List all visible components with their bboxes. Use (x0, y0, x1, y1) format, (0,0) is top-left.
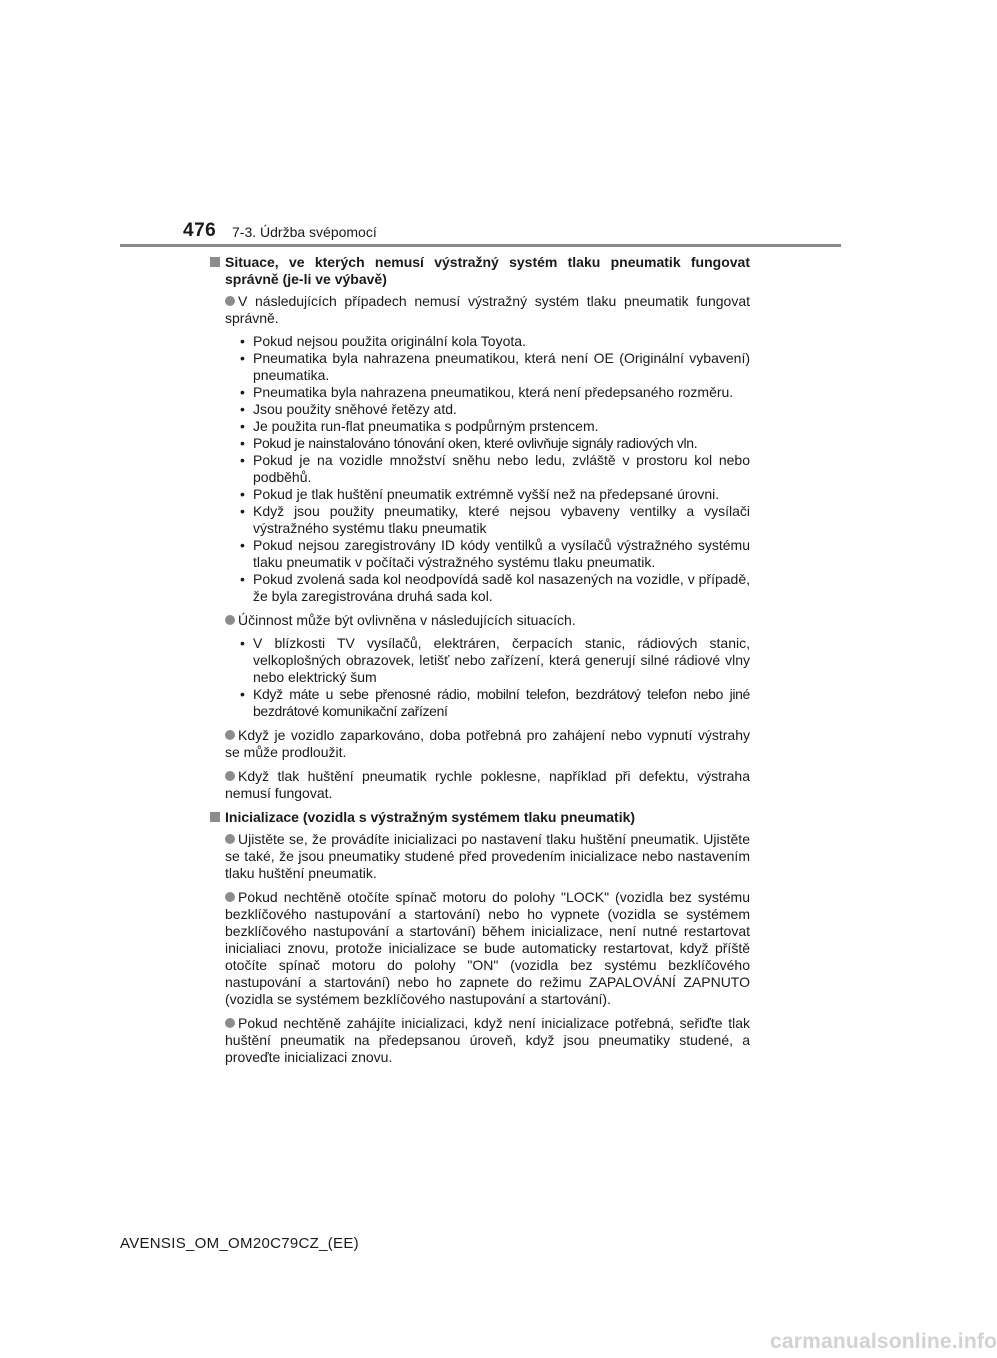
list-item-text: Účinnost může být ovlivněna v následujících situacích. (238, 612, 576, 628)
list-item (208, 768, 750, 802)
dot-bullet-icon: • (240, 537, 245, 553)
circle-bullet-icon (225, 730, 235, 740)
dot-bullet-icon: • (240, 503, 245, 519)
sub-list-item: • Pneumatika byla nahrazena pneumatikou, která není předepsaného rozměru. (240, 384, 734, 400)
dot-bullet-icon: • (240, 350, 245, 366)
circle-bullet-icon (225, 615, 235, 625)
circle-bullet-icon (225, 1018, 235, 1028)
content (208, 254, 750, 1073)
sub-list (225, 635, 750, 720)
dot-bullet-icon: • (240, 486, 245, 502)
circle-bullet-icon (225, 296, 235, 306)
list-item (208, 727, 750, 761)
list-item (208, 612, 750, 720)
section-heading-text: Inicializace (vozidla s výstražným systémem tlaku pneumatik) (225, 809, 636, 825)
sub-list-item: • Když máte u sebe přenosné rádio, mobilní telefon, bezdrátový telefon nebo jiné bezdrátové komunikační zařízení (240, 686, 750, 719)
dot-bullet-icon: • (240, 418, 245, 434)
sub-list-item: • Pokud zvolená sada kol neodpovídá sadě kol nasazených na vozidle, v případě, že byla zaregistrována druhá sada kol. (240, 571, 750, 604)
list-item-text: Pokud nechtěně zahájíte inicializaci, když není inicializace potřebná, seřiďte tlak huštění pneumatik na předepsanou úroveň, když jsou pneumatiky studené, a proveďte inicializaci znovu. (225, 1015, 750, 1065)
circle-bullet-icon (225, 892, 235, 902)
dot-bullet-icon: • (240, 635, 245, 651)
list-item-text: Ujistěte se, že provádíte inicializaci po nastavení tlaku huštění pneumatik. Ujistěte se také, že jsou pneumatiky studené před provedením inicializace nebo nastavením tlaku huštění pneumatik. (225, 831, 750, 881)
dot-bullet-icon: • (240, 384, 245, 400)
list-item-text: Pokud nechtěně otočíte spínač motoru do polohy "LOCK" (vozidla bez systému bezklíčového nastupování a startování) nebo ho vypnete (vozidla se systémem bezklíčového nastupování a startování) během inicializace, není nutné restartovat inicialiaci znovu, protože inicializace se bude automaticky restartovat, když příště otočíte spínač motoru do polohy "ON" (vozidla bez systému bezklíčového nastupování a startování) nebo ho zapnete do režimu ZAPALOVÁNÍ ZAPNUTO (vozidla se systémem bezklíčového nastupování a startování). (225, 889, 750, 1007)
sub-list-item: • Je použita run-flat pneumatika s podpůrným prstencem. (240, 418, 599, 434)
sub-list-item: • V blízkosti TV vysílačů, elektráren, čerpacích stanic, rádiových stanic, velkoplošných obrazovek, letišť nebo zařízení, která generují silné rádiové vlny nebo elektrický šum (240, 635, 750, 685)
list-item-text: Když je vozidlo zaparkováno, doba potřebná pro zahájení nebo vypnutí výstrahy se může prodloužit. (225, 727, 750, 760)
list-item (208, 831, 750, 882)
list-item-text: Když tlak huštění pneumatik rychle poklesne, například při defektu, výstraha nemusí fungovat. (225, 768, 750, 801)
list-item (208, 889, 750, 1008)
dot-bullet-icon: • (240, 333, 245, 349)
sub-list-item: • Pokud je tlak huštění pneumatik extrémně vyšší než na předepsané úrovni. (240, 486, 720, 502)
circle-bullet-icon (225, 771, 235, 781)
dot-bullet-icon: • (240, 571, 245, 587)
page-number: 476 (183, 220, 217, 241)
watermark: carmanualsonline.info (770, 1330, 997, 1353)
section-heading-text: Situace, ve kterých nemusí výstražný systém tlaku pneumatik fungovat správně (je-li ve výbavě) (225, 254, 750, 287)
list-item (208, 293, 750, 605)
section-initialization (208, 809, 750, 1066)
sub-list-item: • Když jsou použity pneumatiky, které nejsou vybaveny ventilky a vysílači výstražného systému tlaku pneumatik (240, 503, 750, 536)
dot-bullet-icon: • (240, 401, 245, 417)
sub-list-item: • Pneumatika byla nahrazena pneumatikou, která není OE (Originální vybavení) pneumatika. (240, 350, 750, 383)
sub-list-item: • Pokud je na vozidle množství sněhu nebo ledu, zvláště v prostoru kol nebo podběhů. (240, 452, 750, 485)
section-heading (208, 809, 750, 826)
square-bullet-icon (210, 812, 220, 822)
header-rule (120, 244, 841, 247)
circle-bullet-icon (225, 834, 235, 844)
section-heading (208, 254, 750, 288)
square-bullet-icon (210, 257, 220, 267)
sub-list-item: • Pokud je nainstalováno tónování oken, které ovlivňuje signály radiových vln. (240, 435, 698, 451)
sub-list-item: • Pokud nejsou použita originální kola Toyota. (240, 333, 526, 349)
sub-list-item: • Pokud nejsou zaregistrovány ID kódy ventilků a vysílačů výstražného systému tlaku pneumatik v počítači výstražného systému tlaku pneumatik. (240, 537, 750, 570)
section-title: 7-3. Údržba svépomocí (232, 224, 377, 240)
list-item (208, 1015, 750, 1066)
dot-bullet-icon: • (240, 686, 245, 702)
dot-bullet-icon: • (240, 435, 245, 451)
dot-bullet-icon: • (240, 452, 245, 468)
sub-list (225, 333, 750, 605)
section-tpws-situations (208, 254, 750, 802)
list-item-text: V následujících případech nemusí výstražný systém tlaku pneumatik fungovat správně. (225, 293, 750, 326)
sub-list-item: • Jsou použity sněhové řetězy atd. (240, 401, 457, 417)
document-code: AVENSIS_OM_OM20C79CZ_(EE) (120, 1235, 359, 1252)
